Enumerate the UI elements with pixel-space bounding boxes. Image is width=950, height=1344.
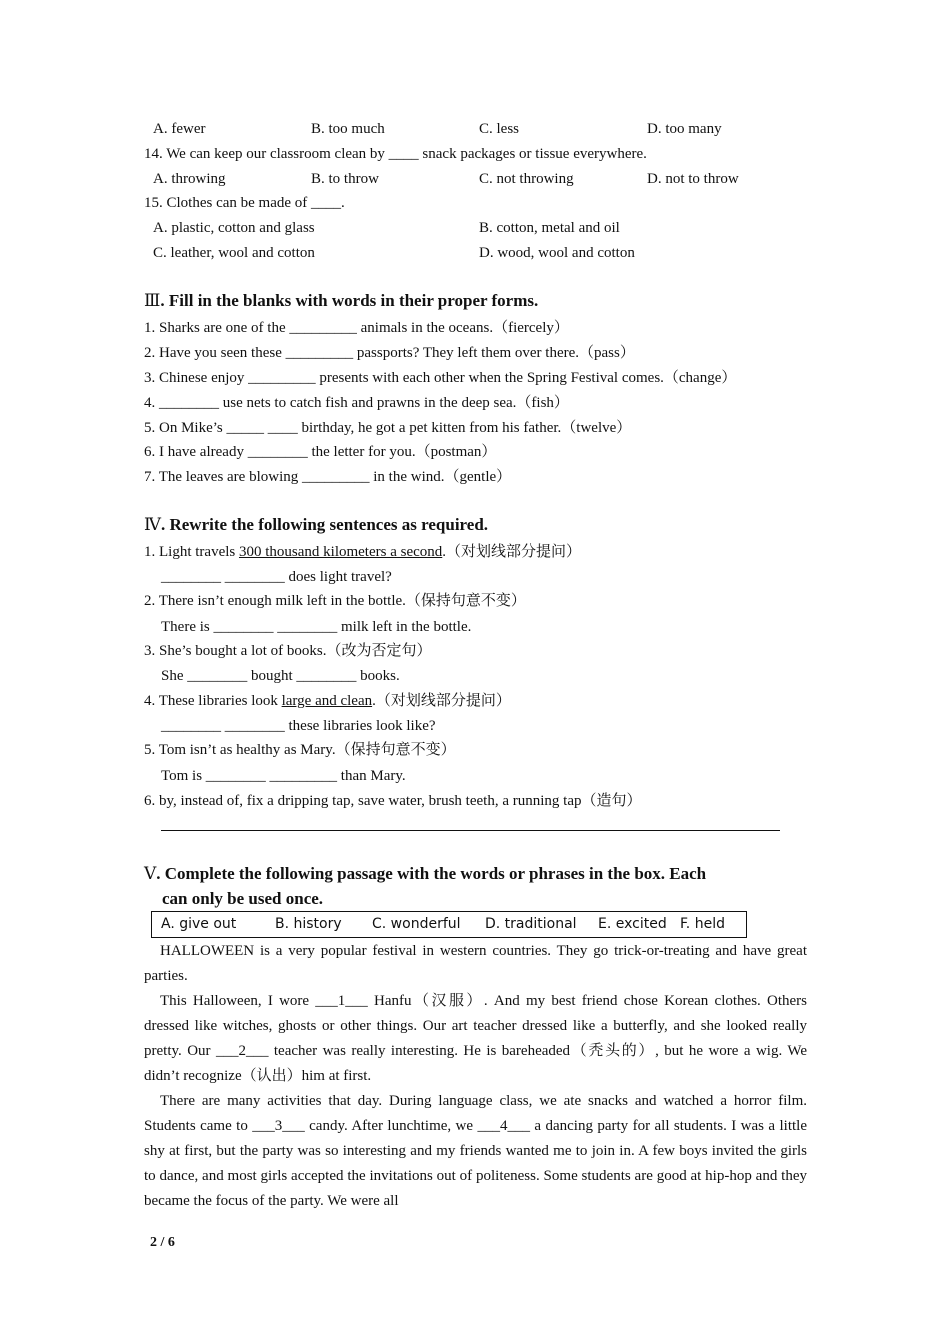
s4-q1-answer: ________ ________ does light travel? [161,569,392,585]
q15-option-c: C. leather, wool and cotton [153,245,315,261]
s3-item-3: 3. Chinese enjoy _________ presents with each other when the Spring Festival comes.（change） [144,370,737,386]
s4-q5: 5. Tom isn’t as healthy as Mary.（保持句意不变） [144,742,456,758]
s4-q5-answer: Tom is ________ _________ than Mary. [161,768,406,784]
section-4-title: . Rewrite the following sentences as required. [160,515,489,534]
s3-item-5: 5. On Mike’s _____ ____ birthday, he got a pet kitten from his father.（twelve） [144,420,632,436]
s4-q2: 2. There isn’t enough milk left in the bottle.（保持句意不变） [144,593,526,609]
q15-option-d: D. wood, wool and cotton [479,245,635,261]
s3-item-2: 2. Have you seen these _________ passports? They left them over there.（pass） [144,345,635,361]
word-box-item-f: F. held [680,916,725,932]
word-box-item-c: C. wonderful [372,916,461,932]
passage-paragraph-2: This Halloween, I wore ___1___ Hanfu（汉服）. And my best friend chose Korean clothes. Others dressed like witches, ghosts or other things. Our art teacher dressed like a butterfly, and she looked really pretty. Our ___2___ teacher was really interesting. He is bareheaded（秃头的）, but he wore a wig. We didn’t recognize（认出）him at first. [144,993,807,1084]
q14-option-d: D. not to throw [647,171,739,187]
section-5-numeral: Ⅴ [144,864,157,883]
section-4-heading [144,514,488,536]
s4-q1 [144,542,581,562]
word-box-item-e: E. excited [598,916,667,932]
page-number: 2 / 6 [150,1235,175,1250]
s4-q1-post: .（对划线部分提问） [442,544,582,560]
word-box-item-b: B. history [275,916,342,932]
s4-q4-answer: ________ ________ these libraries look like? [161,718,436,734]
s4-q1-pre: 1. Light travels [144,544,239,560]
q14-option-c: C. not throwing [479,171,574,187]
s4-q4-post: .（对划线部分提问） [372,693,511,709]
q14-option-b: B. to throw [311,171,379,187]
section-3-numeral: Ⅲ [144,291,161,310]
q13-option-b: B. too much [311,121,385,137]
section-4-numeral: Ⅳ [144,515,161,534]
s4-q4-underlined: large and clean [281,693,373,709]
q13-option-c: C. less [479,121,520,137]
s4-q1-underlined: 300 thousand kilometers a second [238,544,443,560]
s3-item-6: 6. I have already ________ the letter for you.（postman） [144,444,497,460]
s4-q4 [144,691,511,711]
q15-option-b: B. cotton, metal and oil [479,220,620,236]
section-5-heading-line2: can only be used once. [162,889,324,908]
section-3-heading [144,290,538,312]
passage-paragraph-1: HALLOWEEN is a very popular festival in western countries. They go trick-or-treating and have great parties. [144,943,807,984]
s4-q6-answer-line [161,830,780,831]
passage-paragraph-3: There are many activities that day. During language class, we ate snacks and watched a horror film. Students came to ___3___ candy. After lunchtime, we ___4___ a dancing party for all students. I was a little shy at first, but the party was so interesting and my friends wanted me to join in. A few boys invited the girls to dance, and most girls accepted the invitations out of politeness. Some students are good at hip-hop and they became the focus of the party. We were all [144,1093,807,1209]
q13-option-d: D. too many [647,121,722,137]
s3-item-1: 1. Sharks are one of the _________ animals in the oceans.（fiercely） [144,320,569,336]
s4-q3-answer: She ________ bought ________ books. [161,668,400,684]
q14-stem: 14. We can keep our classroom clean by ____ snack packages or tissue everywhere. [144,146,647,162]
s4-q3: 3. She’s bought a lot of books.（改为否定句） [144,643,432,659]
section-3-title: . Fill in the blanks with words in their proper forms. [160,291,539,310]
q15-stem: 15. Clothes can be made of ____. [144,195,345,211]
q13-option-a: A. fewer [153,121,206,137]
s3-item-7: 7. The leaves are blowing _________ in the wind.（gentle） [144,469,512,485]
s3-item-4: 4. ________ use nets to catch fish and prawns in the deep sea.（fish） [144,395,569,411]
s4-q4-pre: 4. These libraries look [144,693,282,709]
q15-option-a: A. plastic, cotton and glass [153,220,315,236]
s4-q6: 6. by, instead of, fix a dripping tap, save water, brush teeth, a running tap（造句） [144,793,642,809]
word-box-item-a: A. give out [161,916,237,932]
section-5-title-1: . Complete the following passage with the words or phrases in the box. Each [156,864,707,883]
q14-option-a: A. throwing [153,171,226,187]
word-box [151,911,747,938]
s4-q2-answer: There is ________ ________ milk left in the bottle. [161,619,472,635]
section-5-heading-line1 [144,863,706,885]
word-box-item-d: D. traditional [485,916,577,932]
